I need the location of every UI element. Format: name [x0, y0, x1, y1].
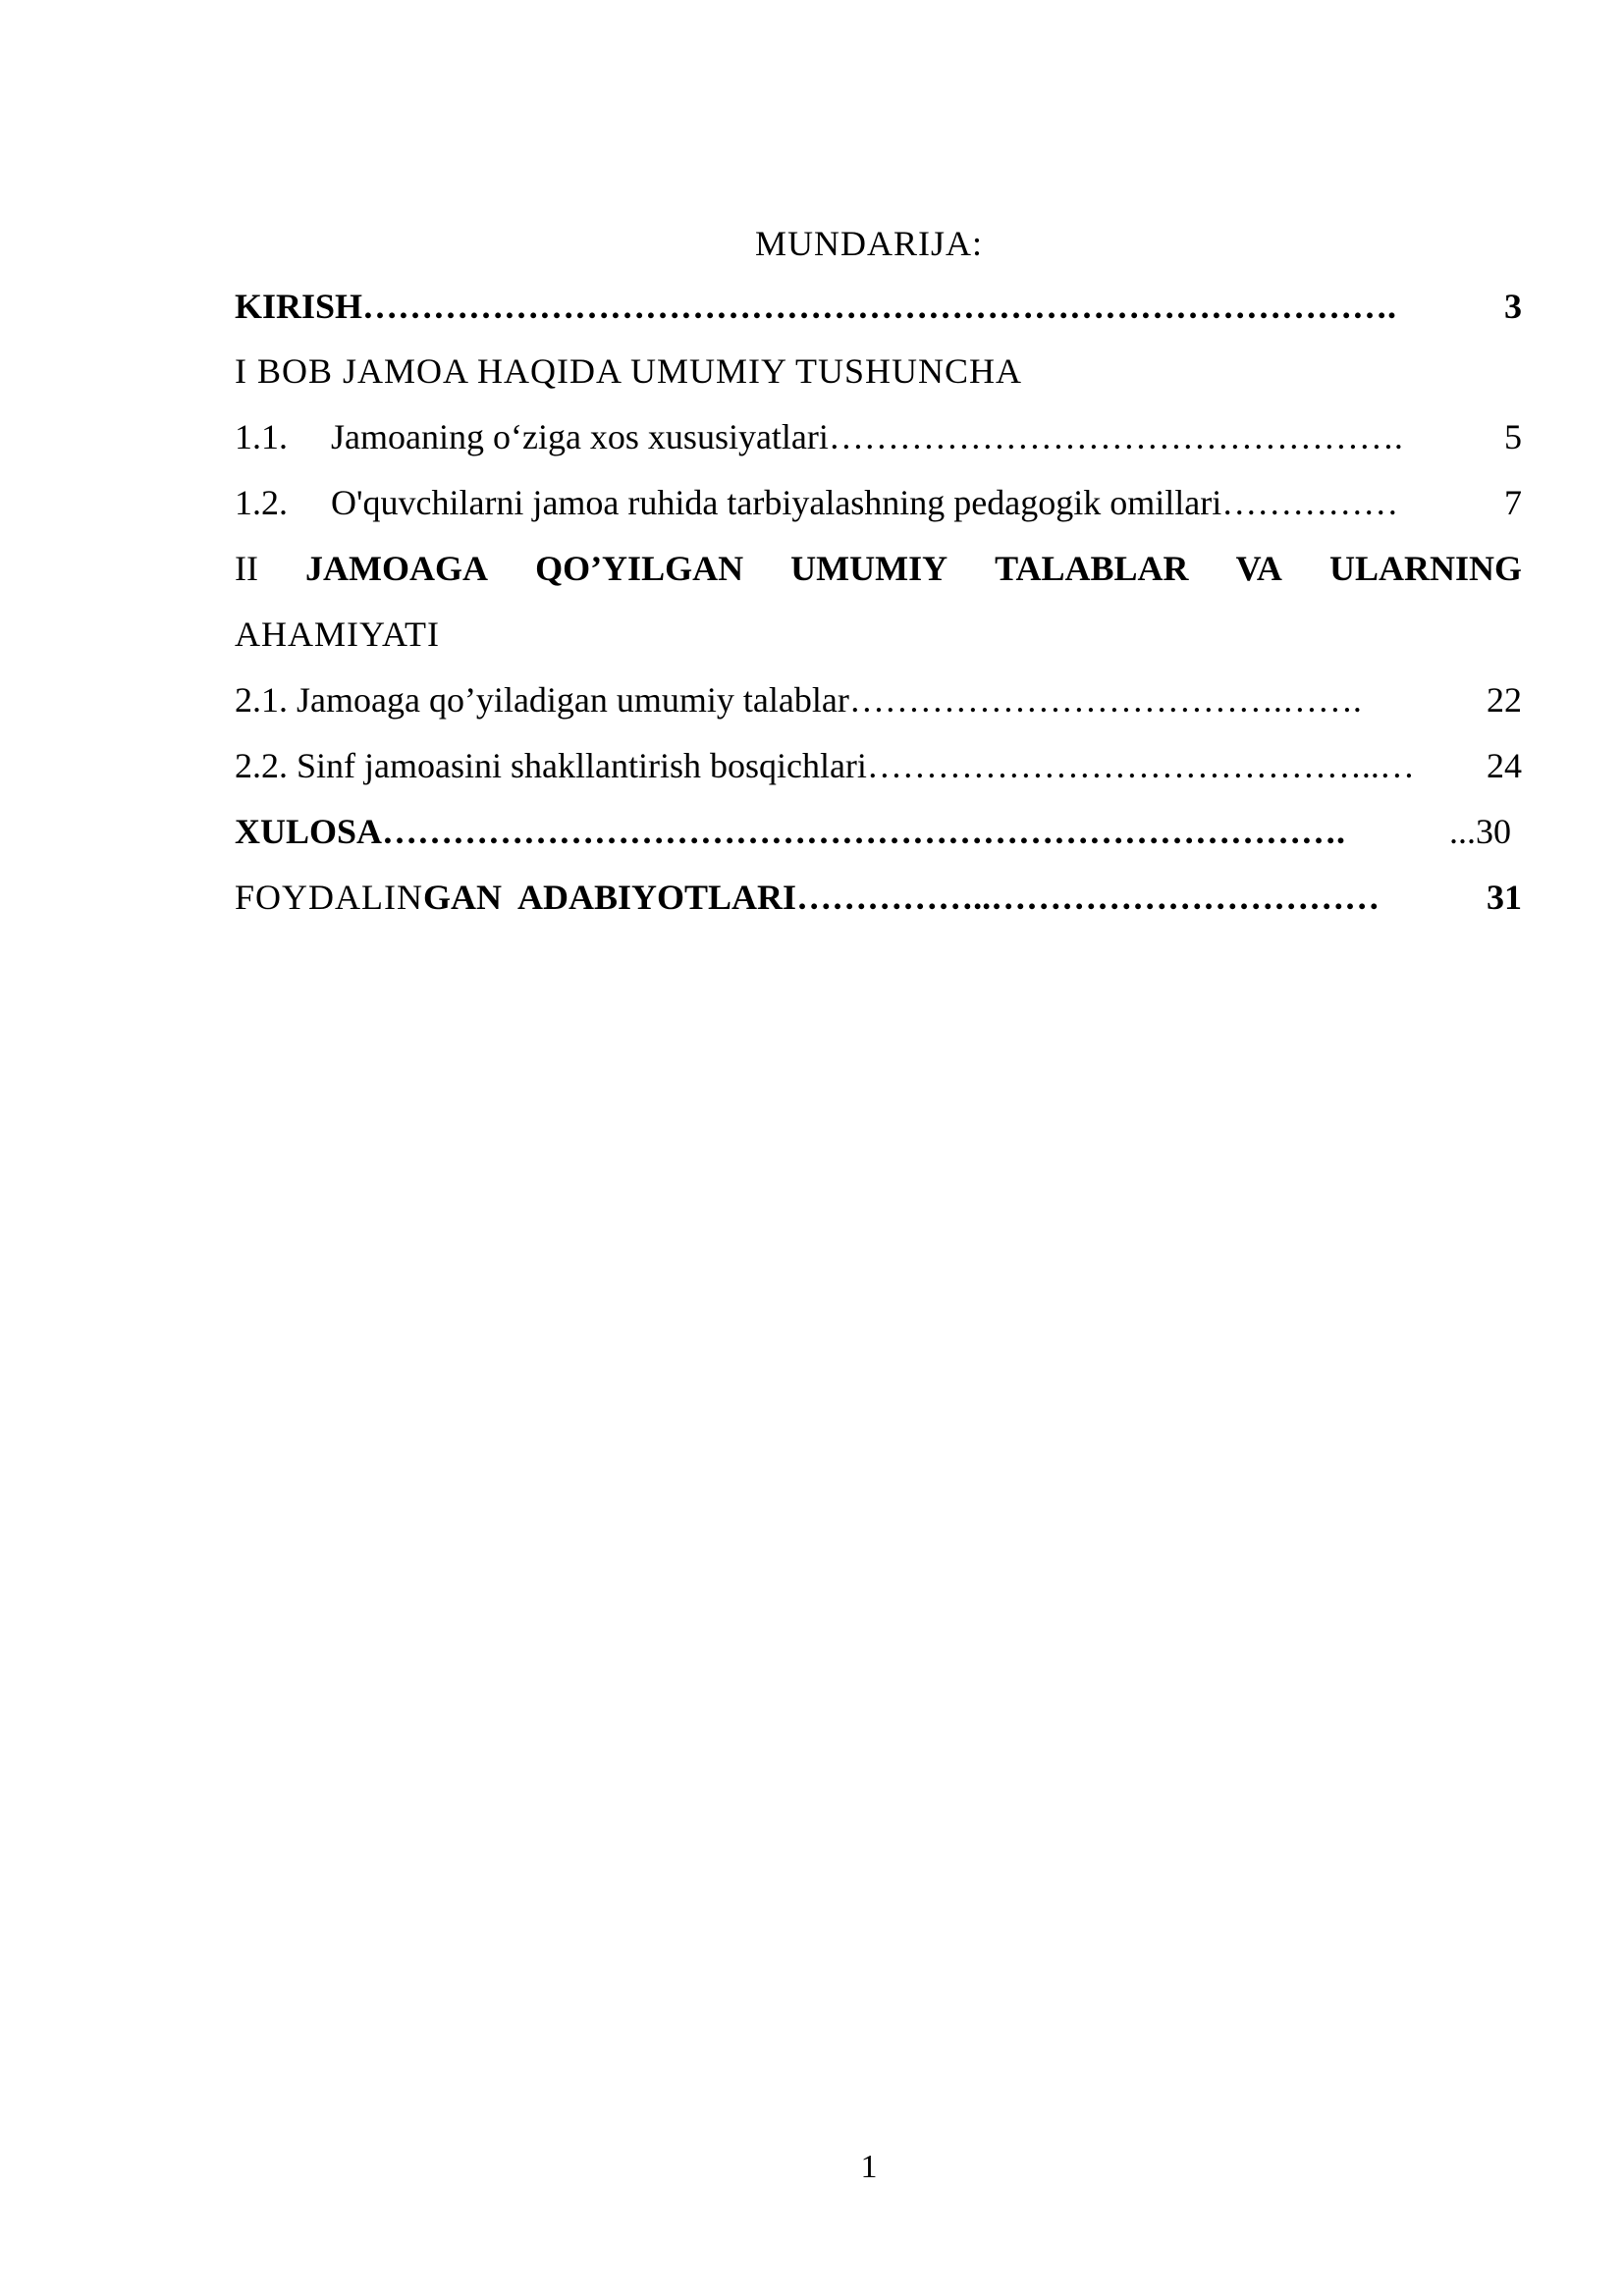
toc-entry-label: KIRISH — [235, 287, 363, 326]
toc-leader-dots: ……………..…………………………… — [796, 878, 1380, 917]
toc-entry-label: XULOSA — [235, 812, 383, 851]
toc-page-number: 5 — [1504, 417, 1522, 456]
toc-leader-dots: ……………………………………………………………………………. — [362, 287, 1397, 326]
toc-entry-xulosa[interactable] — [235, 810, 1511, 853]
toc-chapter-word: JAMOAGA — [305, 549, 489, 588]
toc-leader-dots: ……………………………….……. — [848, 680, 1362, 720]
toc-title: MUNDARIJA: — [754, 224, 983, 263]
toc-leader-dots: …………… — [1221, 483, 1399, 522]
toc-page-number: 3 — [1504, 287, 1522, 326]
toc-entry-label-bold: GAN ADABIYOTLARI — [423, 878, 797, 917]
toc-chapter-word: UMUMIY — [790, 549, 948, 588]
toc-page-number: 22 — [1487, 680, 1522, 720]
toc-page-number: 24 — [1487, 746, 1522, 785]
page-number: 1 — [860, 2149, 878, 2185]
toc-chapter-word: TALABLAR — [995, 549, 1189, 588]
toc-chapter-prefix: II — [235, 549, 258, 588]
toc-entry-label-regular: FOYDALIN — [235, 878, 423, 917]
toc-entry-1-2[interactable] — [235, 481, 1522, 524]
toc-entry-chapter-2[interactable] — [235, 547, 1522, 590]
toc-entry-label: O'quvchilarni jamoa ruhida tarbiyalashning pedagogik omillari — [331, 483, 1222, 522]
toc-chapter-word: QO’YILGAN — [535, 549, 744, 588]
toc-entry-kirish[interactable] — [235, 285, 1522, 328]
toc-leader-dots: …………………………………………. — [828, 417, 1403, 456]
toc-entry-2-1[interactable] — [235, 678, 1522, 721]
toc-page-number: 7 — [1504, 483, 1522, 522]
toc-entry-chapter-2-continuation — [235, 613, 1522, 656]
toc-entry-label: Jamoaning o‘ziga xos xususiyatlari — [331, 417, 829, 456]
toc-entry-label: AHAMIYATI — [235, 614, 440, 654]
toc-page-number: ...30 — [1449, 812, 1511, 851]
toc-chapter-word: ULARNING — [1328, 549, 1522, 588]
toc-leader-dots: ………………………………………………………………………. — [382, 812, 1346, 851]
toc-section-number: 1.2. — [235, 483, 288, 522]
toc-entry-1-1[interactable] — [235, 415, 1522, 458]
toc-entry-label: 2.1. Jamoaga qo’yiladigan umumiy talablar — [235, 680, 849, 720]
toc-entry-label: 2.2. Sinf jamoasini shakllantirish bosqichlari — [235, 746, 867, 785]
toc-entry-chapter-1[interactable] — [235, 349, 1522, 393]
toc-entry-label: I BOB JAMOA HAQIDA UMUMIY TUSHUNCHA — [235, 351, 1023, 391]
toc-chapter-word: VA — [1235, 549, 1282, 588]
toc-section-number: 1.1. — [235, 417, 288, 456]
toc-entry-bibliography[interactable] — [235, 876, 1522, 919]
toc-leader-dots: ……………………………………..… — [866, 746, 1415, 785]
toc-page-number: 31 — [1487, 878, 1522, 917]
toc-entry-2-2[interactable] — [235, 744, 1522, 787]
